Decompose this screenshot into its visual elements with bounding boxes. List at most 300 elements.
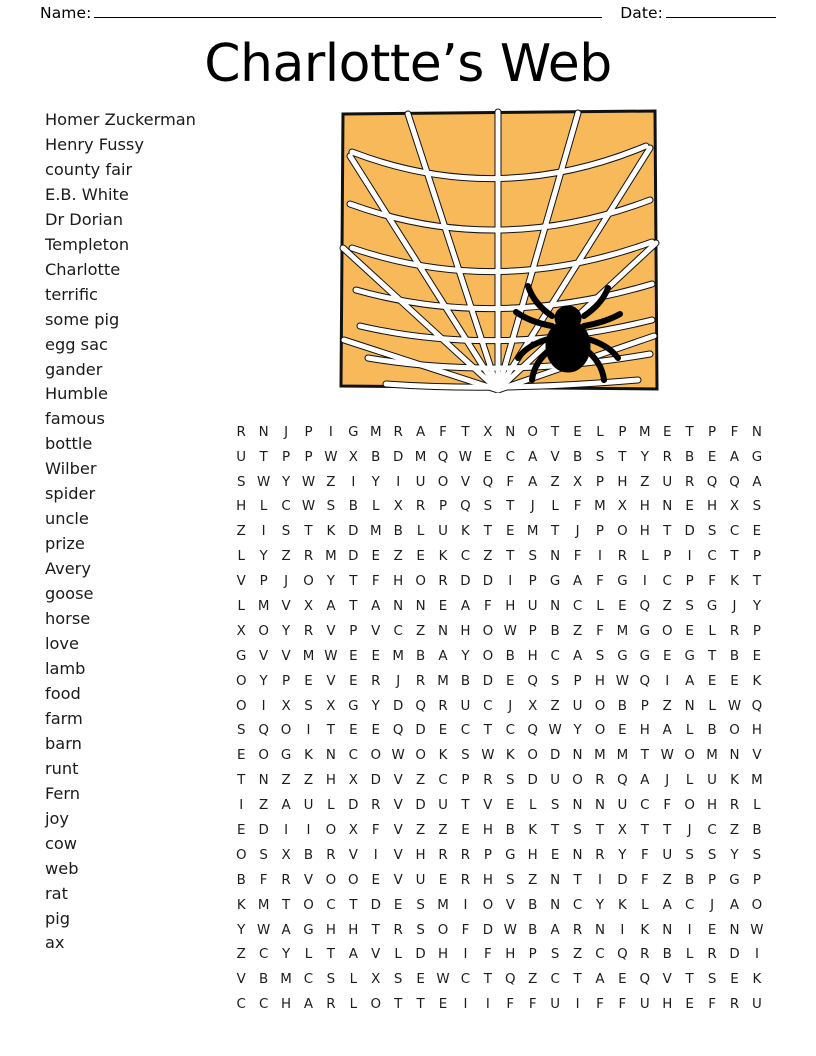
grid-letter[interactable]: K bbox=[617, 897, 627, 913]
grid-letter[interactable]: Q bbox=[460, 499, 471, 515]
word-list-item[interactable]: goose bbox=[45, 584, 94, 604]
grid-letter[interactable]: J bbox=[687, 822, 692, 838]
grid-letter[interactable]: D bbox=[684, 524, 695, 540]
grid-letter[interactable]: P bbox=[438, 499, 448, 515]
grid-letter[interactable]: Z bbox=[303, 773, 314, 789]
grid-letter[interactable]: L bbox=[596, 598, 604, 614]
grid-letter[interactable]: N bbox=[594, 798, 605, 814]
grid-letter[interactable]: G bbox=[639, 648, 650, 664]
grid-letter[interactable]: D bbox=[348, 549, 359, 565]
grid-letter[interactable]: Z bbox=[415, 623, 426, 639]
grid-letter[interactable]: C bbox=[595, 947, 605, 963]
grid-letter[interactable]: R bbox=[595, 773, 605, 789]
grid-letter[interactable]: D bbox=[393, 449, 404, 465]
grid-letter[interactable]: R bbox=[729, 997, 740, 1013]
grid-letter[interactable]: V bbox=[348, 847, 358, 863]
grid-letter[interactable]: E bbox=[685, 623, 694, 639]
grid-letter[interactable]: T bbox=[640, 748, 649, 764]
grid-letter[interactable]: H bbox=[594, 673, 605, 689]
grid-letter[interactable]: E bbox=[371, 872, 380, 888]
grid-letter[interactable]: G bbox=[729, 872, 740, 888]
grid-letter[interactable]: Z bbox=[438, 822, 448, 838]
grid-letter[interactable]: L bbox=[304, 947, 313, 963]
grid-letter[interactable]: R bbox=[684, 474, 695, 490]
grid-letter[interactable]: P bbox=[349, 623, 358, 639]
grid-letter[interactable]: N bbox=[258, 424, 269, 440]
grid-letter[interactable]: E bbox=[349, 723, 358, 739]
grid-letter[interactable]: S bbox=[752, 847, 762, 863]
grid-letter[interactable]: G bbox=[684, 648, 695, 664]
grid-letter[interactable]: H bbox=[415, 847, 426, 863]
grid-letter[interactable]: H bbox=[460, 623, 471, 639]
grid-letter[interactable]: F bbox=[484, 947, 492, 963]
grid-letter[interactable]: W bbox=[436, 972, 450, 988]
grid-letter[interactable]: T bbox=[663, 524, 672, 540]
grid-letter[interactable]: K bbox=[528, 822, 538, 838]
grid-letter[interactable]: T bbox=[259, 449, 268, 465]
grid-letter[interactable]: O bbox=[415, 748, 426, 764]
grid-letter[interactable]: C bbox=[707, 822, 717, 838]
grid-letter[interactable]: Q bbox=[751, 698, 763, 714]
grid-letter[interactable]: F bbox=[730, 424, 739, 440]
grid-letter[interactable]: S bbox=[281, 524, 291, 540]
grid-letter[interactable]: P bbox=[708, 872, 717, 888]
grid-letter[interactable]: T bbox=[483, 723, 492, 739]
grid-letter[interactable]: X bbox=[281, 698, 291, 714]
grid-letter[interactable]: G bbox=[505, 847, 516, 863]
grid-letter[interactable]: V bbox=[281, 598, 291, 614]
grid-letter[interactable]: O bbox=[437, 922, 449, 938]
grid-letter[interactable]: N bbox=[662, 499, 673, 515]
grid-letter[interactable]: F bbox=[439, 424, 447, 440]
grid-letter[interactable]: R bbox=[460, 872, 471, 888]
grid-letter[interactable]: Y bbox=[259, 673, 268, 689]
grid-letter[interactable]: T bbox=[371, 922, 380, 938]
grid-letter[interactable]: F bbox=[461, 922, 470, 938]
grid-letter[interactable]: F bbox=[573, 549, 582, 565]
grid-letter[interactable]: A bbox=[281, 798, 291, 814]
grid-letter[interactable]: O bbox=[437, 474, 449, 490]
grid-letter[interactable]: E bbox=[730, 972, 739, 988]
grid-letter[interactable]: S bbox=[416, 897, 425, 913]
grid-letter[interactable]: T bbox=[461, 424, 470, 440]
grid-letter[interactable]: I bbox=[239, 798, 244, 814]
word-list-item[interactable]: uncle bbox=[45, 509, 89, 529]
grid-letter[interactable]: X bbox=[281, 847, 291, 863]
grid-letter[interactable]: E bbox=[685, 499, 694, 515]
grid-letter[interactable]: I bbox=[463, 897, 468, 913]
grid-letter[interactable]: Q bbox=[505, 972, 516, 988]
grid-letter[interactable]: N bbox=[393, 598, 404, 614]
grid-letter[interactable]: R bbox=[303, 549, 314, 565]
grid-letter[interactable]: I bbox=[508, 574, 513, 590]
grid-letter[interactable]: E bbox=[371, 723, 380, 739]
grid-letter[interactable]: Z bbox=[572, 623, 583, 639]
word-list-item[interactable]: rat bbox=[45, 883, 68, 903]
grid-letter[interactable]: W bbox=[458, 449, 473, 465]
grid-letter[interactable]: P bbox=[752, 549, 761, 565]
grid-letter[interactable]: C bbox=[393, 623, 403, 639]
grid-letter[interactable]: S bbox=[461, 748, 470, 764]
grid-letter[interactable]: P bbox=[708, 424, 717, 440]
grid-letter[interactable]: I bbox=[463, 997, 468, 1013]
grid-letter[interactable]: P bbox=[304, 424, 313, 440]
grid-letter[interactable]: S bbox=[483, 499, 493, 515]
grid-letter[interactable]: O bbox=[729, 723, 740, 739]
grid-letter[interactable]: T bbox=[483, 524, 492, 540]
grid-letter[interactable]: A bbox=[460, 598, 471, 614]
grid-letter[interactable]: O bbox=[235, 847, 247, 863]
grid-letter[interactable]: F bbox=[596, 574, 604, 590]
grid-letter[interactable]: K bbox=[752, 972, 762, 988]
grid-letter[interactable]: X bbox=[348, 773, 358, 789]
grid-letter[interactable]: V bbox=[259, 648, 269, 664]
grid-letter[interactable]: K bbox=[505, 748, 515, 764]
grid-letter[interactable]: D bbox=[348, 524, 359, 540]
grid-letter[interactable]: L bbox=[237, 598, 245, 614]
grid-letter[interactable]: J bbox=[508, 698, 513, 714]
grid-letter[interactable]: C bbox=[236, 997, 246, 1013]
grid-letter[interactable]: X bbox=[348, 822, 358, 838]
grid-letter[interactable]: R bbox=[729, 798, 740, 814]
grid-letter[interactable]: W bbox=[503, 623, 517, 639]
grid-letter[interactable]: F bbox=[640, 847, 649, 863]
grid-letter[interactable]: C bbox=[729, 524, 740, 540]
grid-letter[interactable]: T bbox=[483, 972, 492, 988]
grid-letter[interactable]: J bbox=[284, 424, 289, 440]
grid-letter[interactable]: Q bbox=[527, 673, 538, 689]
grid-letter[interactable]: N bbox=[572, 847, 583, 863]
grid-letter[interactable]: Z bbox=[572, 947, 583, 963]
grid-letter[interactable]: C bbox=[662, 574, 672, 590]
grid-letter[interactable]: V bbox=[326, 673, 336, 689]
grid-letter[interactable]: P bbox=[528, 574, 537, 590]
grid-letter[interactable]: O bbox=[751, 897, 763, 913]
word-list-item[interactable]: cow bbox=[45, 833, 78, 853]
grid-letter[interactable]: I bbox=[328, 424, 333, 440]
word-list-item[interactable]: Humble bbox=[45, 384, 108, 404]
grid-letter[interactable]: A bbox=[438, 648, 448, 664]
grid-letter[interactable]: E bbox=[371, 648, 380, 664]
grid-letter[interactable]: C bbox=[281, 499, 291, 515]
grid-letter[interactable]: V bbox=[393, 822, 403, 838]
grid-letter[interactable]: E bbox=[752, 648, 762, 664]
word-list-item[interactable]: Avery bbox=[45, 559, 91, 579]
grid-letter[interactable]: G bbox=[236, 648, 247, 664]
grid-letter[interactable]: B bbox=[729, 648, 740, 664]
word-list-item[interactable]: Henry Fussy bbox=[45, 134, 144, 154]
grid-letter[interactable]: E bbox=[461, 822, 470, 838]
grid-letter[interactable]: X bbox=[483, 424, 493, 440]
grid-letter[interactable]: U bbox=[752, 997, 762, 1013]
grid-letter[interactable]: M bbox=[257, 598, 270, 614]
grid-letter[interactable]: H bbox=[236, 499, 247, 515]
grid-letter[interactable]: X bbox=[528, 698, 538, 714]
grid-letter[interactable]: S bbox=[326, 499, 336, 515]
grid-letter[interactable]: C bbox=[572, 897, 583, 913]
grid-letter[interactable]: G bbox=[706, 598, 718, 614]
grid-letter[interactable]: A bbox=[416, 424, 426, 440]
grid-letter[interactable]: Z bbox=[236, 947, 246, 963]
grid-letter[interactable]: T bbox=[394, 997, 403, 1013]
grid-letter[interactable]: X bbox=[572, 474, 583, 490]
grid-letter[interactable]: I bbox=[754, 947, 759, 963]
grid-letter[interactable]: Q bbox=[482, 474, 494, 490]
grid-letter[interactable]: M bbox=[706, 748, 718, 764]
grid-letter[interactable]: N bbox=[325, 748, 336, 764]
grid-letter[interactable]: A bbox=[595, 972, 605, 988]
grid-letter[interactable]: K bbox=[304, 748, 313, 764]
grid-letter[interactable]: H bbox=[325, 922, 336, 938]
grid-letter[interactable]: W bbox=[324, 449, 338, 465]
grid-letter[interactable]: V bbox=[393, 798, 403, 814]
grid-letter[interactable]: S bbox=[550, 947, 560, 963]
grid-letter[interactable]: E bbox=[550, 847, 560, 863]
grid-letter[interactable]: T bbox=[595, 822, 605, 838]
grid-letter[interactable]: E bbox=[438, 723, 448, 739]
grid-letter[interactable]: Q bbox=[729, 474, 740, 490]
grid-letter[interactable]: M bbox=[369, 524, 382, 540]
grid-letter[interactable]: S bbox=[707, 972, 717, 988]
grid-letter[interactable]: O bbox=[527, 424, 538, 440]
grid-letter[interactable]: N bbox=[505, 424, 516, 440]
grid-letter[interactable]: E bbox=[662, 424, 672, 440]
grid-letter[interactable]: C bbox=[348, 748, 358, 764]
grid-letter[interactable]: N bbox=[550, 897, 561, 913]
word-list-item[interactable]: web bbox=[45, 858, 79, 878]
grid-letter[interactable]: S bbox=[326, 972, 336, 988]
grid-letter[interactable]: V bbox=[460, 474, 471, 490]
grid-letter[interactable]: C bbox=[505, 449, 515, 465]
grid-letter[interactable]: Q bbox=[639, 598, 651, 614]
grid-letter[interactable]: U bbox=[550, 997, 561, 1013]
grid-letter[interactable]: O bbox=[325, 872, 337, 888]
grid-letter[interactable]: I bbox=[261, 524, 266, 540]
grid-letter[interactable]: V bbox=[505, 897, 515, 913]
grid-letter[interactable]: N bbox=[662, 922, 673, 938]
grid-letter[interactable]: W bbox=[324, 648, 338, 664]
grid-letter[interactable]: S bbox=[393, 972, 403, 988]
grid-letter[interactable]: R bbox=[617, 549, 628, 565]
grid-letter[interactable]: D bbox=[415, 723, 426, 739]
grid-letter[interactable]: C bbox=[684, 897, 695, 913]
grid-letter[interactable]: W bbox=[660, 748, 674, 764]
grid-letter[interactable]: P bbox=[528, 947, 537, 963]
grid-letter[interactable]: R bbox=[729, 623, 740, 639]
grid-letter[interactable]: H bbox=[617, 474, 628, 490]
grid-letter[interactable]: I bbox=[463, 947, 468, 963]
grid-letter[interactable]: S bbox=[506, 773, 515, 789]
grid-letter[interactable]: W bbox=[301, 474, 316, 490]
grid-letter[interactable]: U bbox=[707, 773, 717, 789]
grid-letter[interactable]: K bbox=[438, 549, 448, 565]
grid-letter[interactable]: E bbox=[349, 673, 358, 689]
grid-letter[interactable]: E bbox=[236, 748, 246, 764]
grid-letter[interactable]: A bbox=[662, 723, 672, 739]
grid-letter[interactable]: A bbox=[550, 922, 560, 938]
grid-letter[interactable]: Z bbox=[550, 474, 560, 490]
grid-letter[interactable]: O bbox=[482, 648, 494, 664]
grid-letter[interactable]: Y bbox=[371, 474, 380, 490]
grid-letter[interactable]: B bbox=[662, 947, 672, 963]
grid-letter[interactable]: R bbox=[371, 673, 381, 689]
grid-letter[interactable]: T bbox=[551, 822, 560, 838]
grid-letter[interactable]: G bbox=[280, 748, 292, 764]
grid-letter[interactable]: G bbox=[751, 449, 763, 465]
grid-letter[interactable]: X bbox=[617, 499, 627, 515]
word-list-item[interactable]: farm bbox=[45, 708, 83, 728]
grid-letter[interactable]: I bbox=[485, 997, 490, 1013]
grid-letter[interactable]: T bbox=[685, 424, 694, 440]
grid-letter[interactable]: M bbox=[414, 449, 427, 465]
grid-letter[interactable]: H bbox=[707, 499, 718, 515]
grid-letter[interactable]: P bbox=[595, 524, 604, 540]
grid-letter[interactable]: W bbox=[301, 499, 316, 515]
grid-letter[interactable]: F bbox=[506, 474, 515, 490]
grid-letter[interactable]: O bbox=[235, 698, 247, 714]
grid-letter[interactable]: P bbox=[573, 673, 582, 689]
grid-letter[interactable]: S bbox=[416, 922, 425, 938]
grid-letter[interactable]: Z bbox=[640, 474, 650, 490]
grid-letter[interactable]: D bbox=[370, 897, 381, 913]
grid-letter[interactable]: F bbox=[506, 997, 515, 1013]
grid-letter[interactable]: H bbox=[662, 997, 673, 1013]
grid-letter[interactable]: M bbox=[302, 648, 315, 664]
grid-letter[interactable]: H bbox=[505, 947, 516, 963]
grid-letter[interactable]: L bbox=[416, 524, 425, 540]
grid-letter[interactable]: C bbox=[483, 698, 493, 714]
grid-letter[interactable]: D bbox=[415, 947, 426, 963]
grid-letter[interactable]: C bbox=[303, 972, 314, 988]
word-list-item[interactable]: barn bbox=[45, 733, 82, 753]
grid-letter[interactable]: N bbox=[594, 922, 605, 938]
grid-letter[interactable]: E bbox=[573, 424, 582, 440]
grid-letter[interactable]: D bbox=[393, 698, 404, 714]
grid-letter[interactable]: W bbox=[548, 723, 562, 739]
grid-letter[interactable]: B bbox=[617, 698, 627, 714]
grid-letter[interactable]: X bbox=[617, 822, 627, 838]
grid-letter[interactable]: T bbox=[237, 773, 246, 789]
grid-letter[interactable]: Y bbox=[237, 922, 246, 938]
word-list-item[interactable]: joy bbox=[45, 808, 69, 828]
grid-letter[interactable]: C bbox=[572, 598, 583, 614]
grid-letter[interactable]: O bbox=[303, 574, 314, 590]
grid-letter[interactable]: Z bbox=[662, 872, 672, 888]
grid-letter[interactable]: X bbox=[326, 698, 336, 714]
grid-letter[interactable]: H bbox=[348, 922, 359, 938]
grid-letter[interactable]: E bbox=[416, 972, 425, 988]
grid-letter[interactable]: H bbox=[707, 798, 718, 814]
grid-letter[interactable]: S bbox=[304, 698, 313, 714]
grid-letter[interactable]: Y bbox=[640, 449, 649, 465]
grid-letter[interactable]: E bbox=[236, 822, 246, 838]
grid-letter[interactable]: M bbox=[639, 424, 651, 440]
grid-letter[interactable]: X bbox=[303, 598, 314, 614]
name-write-in-line[interactable] bbox=[94, 4, 602, 18]
grid-letter[interactable]: N bbox=[751, 424, 762, 440]
word-list-item[interactable]: terrific bbox=[45, 284, 98, 304]
grid-letter[interactable]: L bbox=[259, 499, 268, 515]
grid-letter[interactable]: T bbox=[416, 997, 425, 1013]
word-list-item[interactable]: ax bbox=[45, 933, 65, 953]
word-list-item[interactable]: runt bbox=[45, 758, 79, 778]
grid-letter[interactable]: P bbox=[282, 673, 291, 689]
grid-letter[interactable]: Z bbox=[281, 773, 291, 789]
grid-letter[interactable]: T bbox=[326, 947, 335, 963]
grid-letter[interactable]: H bbox=[482, 872, 493, 888]
grid-letter[interactable]: V bbox=[752, 748, 762, 764]
word-list-item[interactable]: pig bbox=[45, 908, 71, 928]
grid-letter[interactable]: O bbox=[258, 623, 269, 639]
grid-letter[interactable]: D bbox=[258, 822, 269, 838]
grid-letter[interactable]: B bbox=[528, 922, 538, 938]
grid-letter[interactable]: T bbox=[573, 872, 582, 888]
grid-letter[interactable]: L bbox=[237, 549, 245, 565]
grid-letter[interactable]: B bbox=[415, 648, 426, 664]
grid-letter[interactable]: T bbox=[506, 549, 515, 565]
grid-letter[interactable]: C bbox=[460, 549, 471, 565]
grid-letter[interactable]: N bbox=[572, 748, 583, 764]
grid-letter[interactable]: S bbox=[685, 847, 694, 863]
grid-letter[interactable]: A bbox=[303, 997, 314, 1013]
grid-letter[interactable]: W bbox=[257, 474, 271, 490]
grid-letter[interactable]: H bbox=[527, 847, 538, 863]
grid-letter[interactable]: T bbox=[461, 798, 470, 814]
grid-letter[interactable]: Y bbox=[573, 723, 582, 739]
grid-letter[interactable]: T bbox=[281, 897, 291, 913]
grid-letter[interactable]: K bbox=[461, 524, 470, 540]
grid-letter[interactable]: M bbox=[257, 897, 270, 913]
grid-letter[interactable]: A bbox=[662, 897, 672, 913]
grid-letter[interactable]: P bbox=[685, 574, 694, 590]
grid-letter[interactable]: N bbox=[550, 549, 561, 565]
word-list-item[interactable]: Fern bbox=[45, 783, 81, 803]
grid-letter[interactable]: U bbox=[550, 773, 561, 789]
grid-letter[interactable]: B bbox=[505, 822, 515, 838]
grid-letter[interactable]: P bbox=[528, 623, 537, 639]
grid-letter[interactable]: C bbox=[505, 723, 515, 739]
grid-letter[interactable]: I bbox=[373, 847, 378, 863]
grid-letter[interactable]: Q bbox=[617, 947, 628, 963]
grid-letter[interactable]: A bbox=[729, 449, 740, 465]
grid-letter[interactable]: H bbox=[751, 723, 762, 739]
grid-letter[interactable]: I bbox=[575, 997, 580, 1013]
grid-letter[interactable]: G bbox=[549, 574, 561, 590]
word-list-item[interactable]: food bbox=[45, 683, 81, 703]
grid-letter[interactable]: F bbox=[708, 997, 716, 1013]
grid-letter[interactable]: W bbox=[727, 698, 742, 714]
grid-letter[interactable]: B bbox=[259, 972, 269, 988]
grid-letter[interactable]: T bbox=[573, 972, 582, 988]
grid-letter[interactable]: B bbox=[460, 673, 471, 689]
grid-letter[interactable]: E bbox=[393, 897, 403, 913]
grid-letter[interactable]: A bbox=[348, 947, 358, 963]
grid-letter[interactable]: N bbox=[729, 922, 740, 938]
grid-letter[interactable]: R bbox=[281, 872, 291, 888]
grid-letter[interactable]: C bbox=[258, 997, 269, 1013]
grid-letter[interactable]: M bbox=[526, 524, 539, 540]
grid-letter[interactable]: E bbox=[618, 598, 627, 614]
grid-letter[interactable]: V bbox=[281, 648, 291, 664]
grid-letter[interactable]: O bbox=[370, 997, 382, 1013]
grid-letter[interactable]: T bbox=[349, 598, 358, 614]
grid-letter[interactable]: E bbox=[707, 673, 717, 689]
grid-letter[interactable]: V bbox=[550, 449, 560, 465]
grid-letter[interactable]: R bbox=[572, 922, 583, 938]
grid-letter[interactable]: B bbox=[707, 723, 717, 739]
grid-letter[interactable]: Y bbox=[461, 648, 470, 664]
grid-letter[interactable]: Z bbox=[528, 872, 538, 888]
